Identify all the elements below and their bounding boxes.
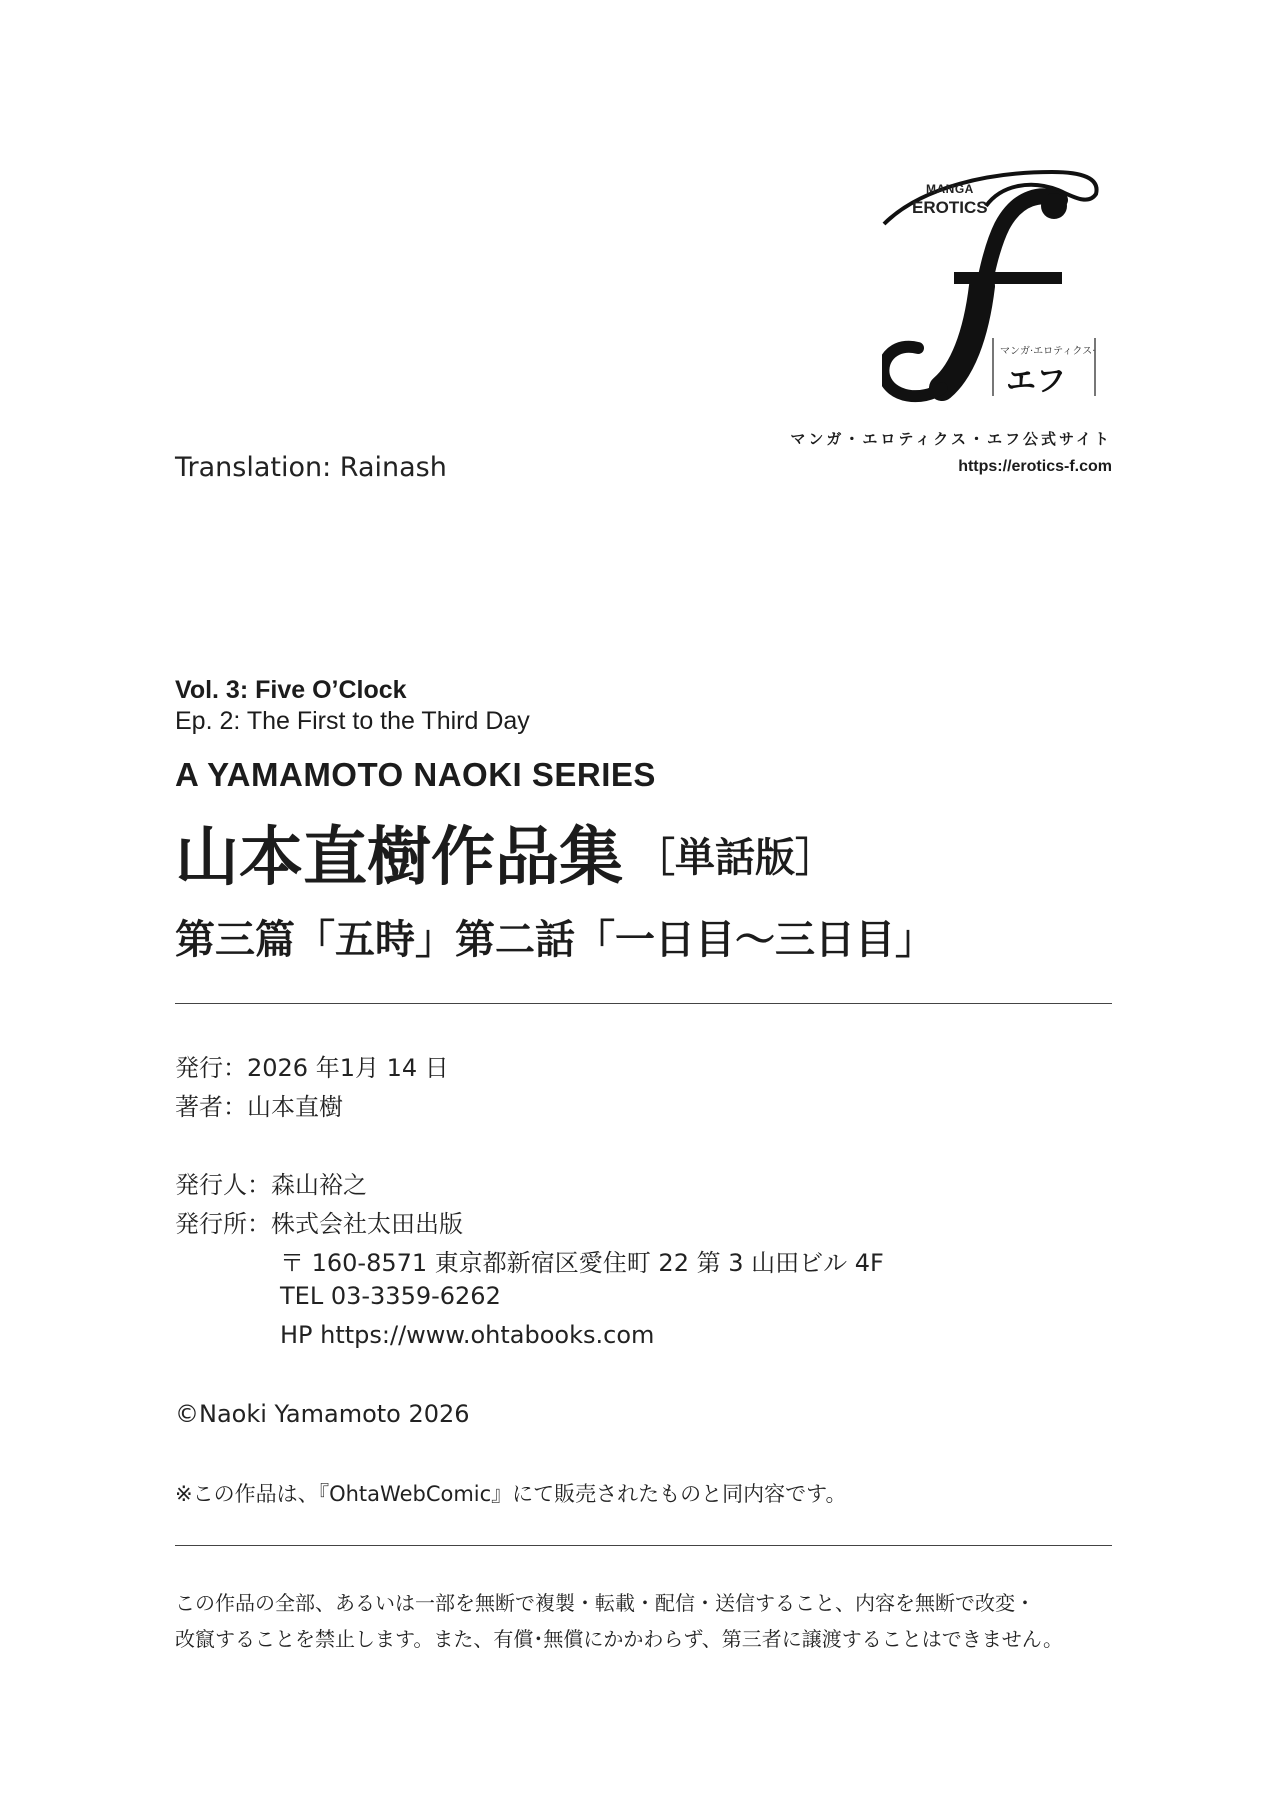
legal-line-2: 改竄することを禁止します。また、有償･無償にかかわらず、第三者に譲渡することはできません。: [175, 1627, 1063, 1651]
japanese-subtitle: 第三篇「五時」第二話「一日目〜三日目」: [175, 917, 935, 963]
japanese-title-main: 山本直樹作品集: [175, 821, 623, 895]
translation-credit: Translation: Rainash: [175, 452, 447, 483]
japanese-title: [175, 806, 835, 898]
divider-top: [175, 1003, 1112, 1004]
author: 著者：山本直樹: [175, 1093, 343, 1121]
publisher-homepage[interactable]: HP https://www.ohtabooks.com: [280, 1321, 655, 1349]
logo-manga-text: MANGA: [926, 182, 974, 196]
official-site-url[interactable]: https://erotics-f.com: [958, 458, 1112, 475]
logo-erotics-text: EROTICS: [912, 198, 988, 217]
episode-title: Ep. 2: The First to the Third Day: [175, 707, 530, 735]
publisher-company: 発行所：株式会社太田出版: [175, 1210, 463, 1238]
publisher-tel: TEL 03-3359-6262: [280, 1282, 501, 1310]
logo-box-small-text: マンガ·エロティクス·: [1000, 346, 1096, 357]
erotics-f-logo: [882, 166, 1122, 416]
logo-katakana-box: [992, 338, 1096, 399]
divider-bottom: [175, 1545, 1112, 1546]
volume-title: Vol. 3: Five O’Clock: [175, 676, 407, 704]
legal-line-1: この作品の全部、あるいは一部を無断で複製・転載・配信・送信すること、内容を無断で改変・: [175, 1591, 1035, 1615]
official-site-label: マンガ・エロティクス・エフ公式サイト: [790, 430, 1112, 448]
logo-box-main-text: エフ: [1006, 364, 1066, 399]
publisher-person: 発行人：森山裕之: [175, 1171, 367, 1199]
distribution-note: ※この作品は、『OhtaWebComic』にて販売されたものと同内容です。: [175, 1482, 847, 1506]
publisher-address: 〒 160-8571 東京都新宿区愛住町 22 第 3 山田ビル 4F: [280, 1249, 884, 1277]
series-title: A YAMAMOTO NAOKI SERIES: [175, 756, 656, 793]
edition-label: ［単話版］: [635, 835, 835, 881]
issue-date: 発行：2026 年1月 14 日: [175, 1054, 449, 1082]
copyright: ©Naoki Yamamoto 2026: [175, 1400, 470, 1428]
